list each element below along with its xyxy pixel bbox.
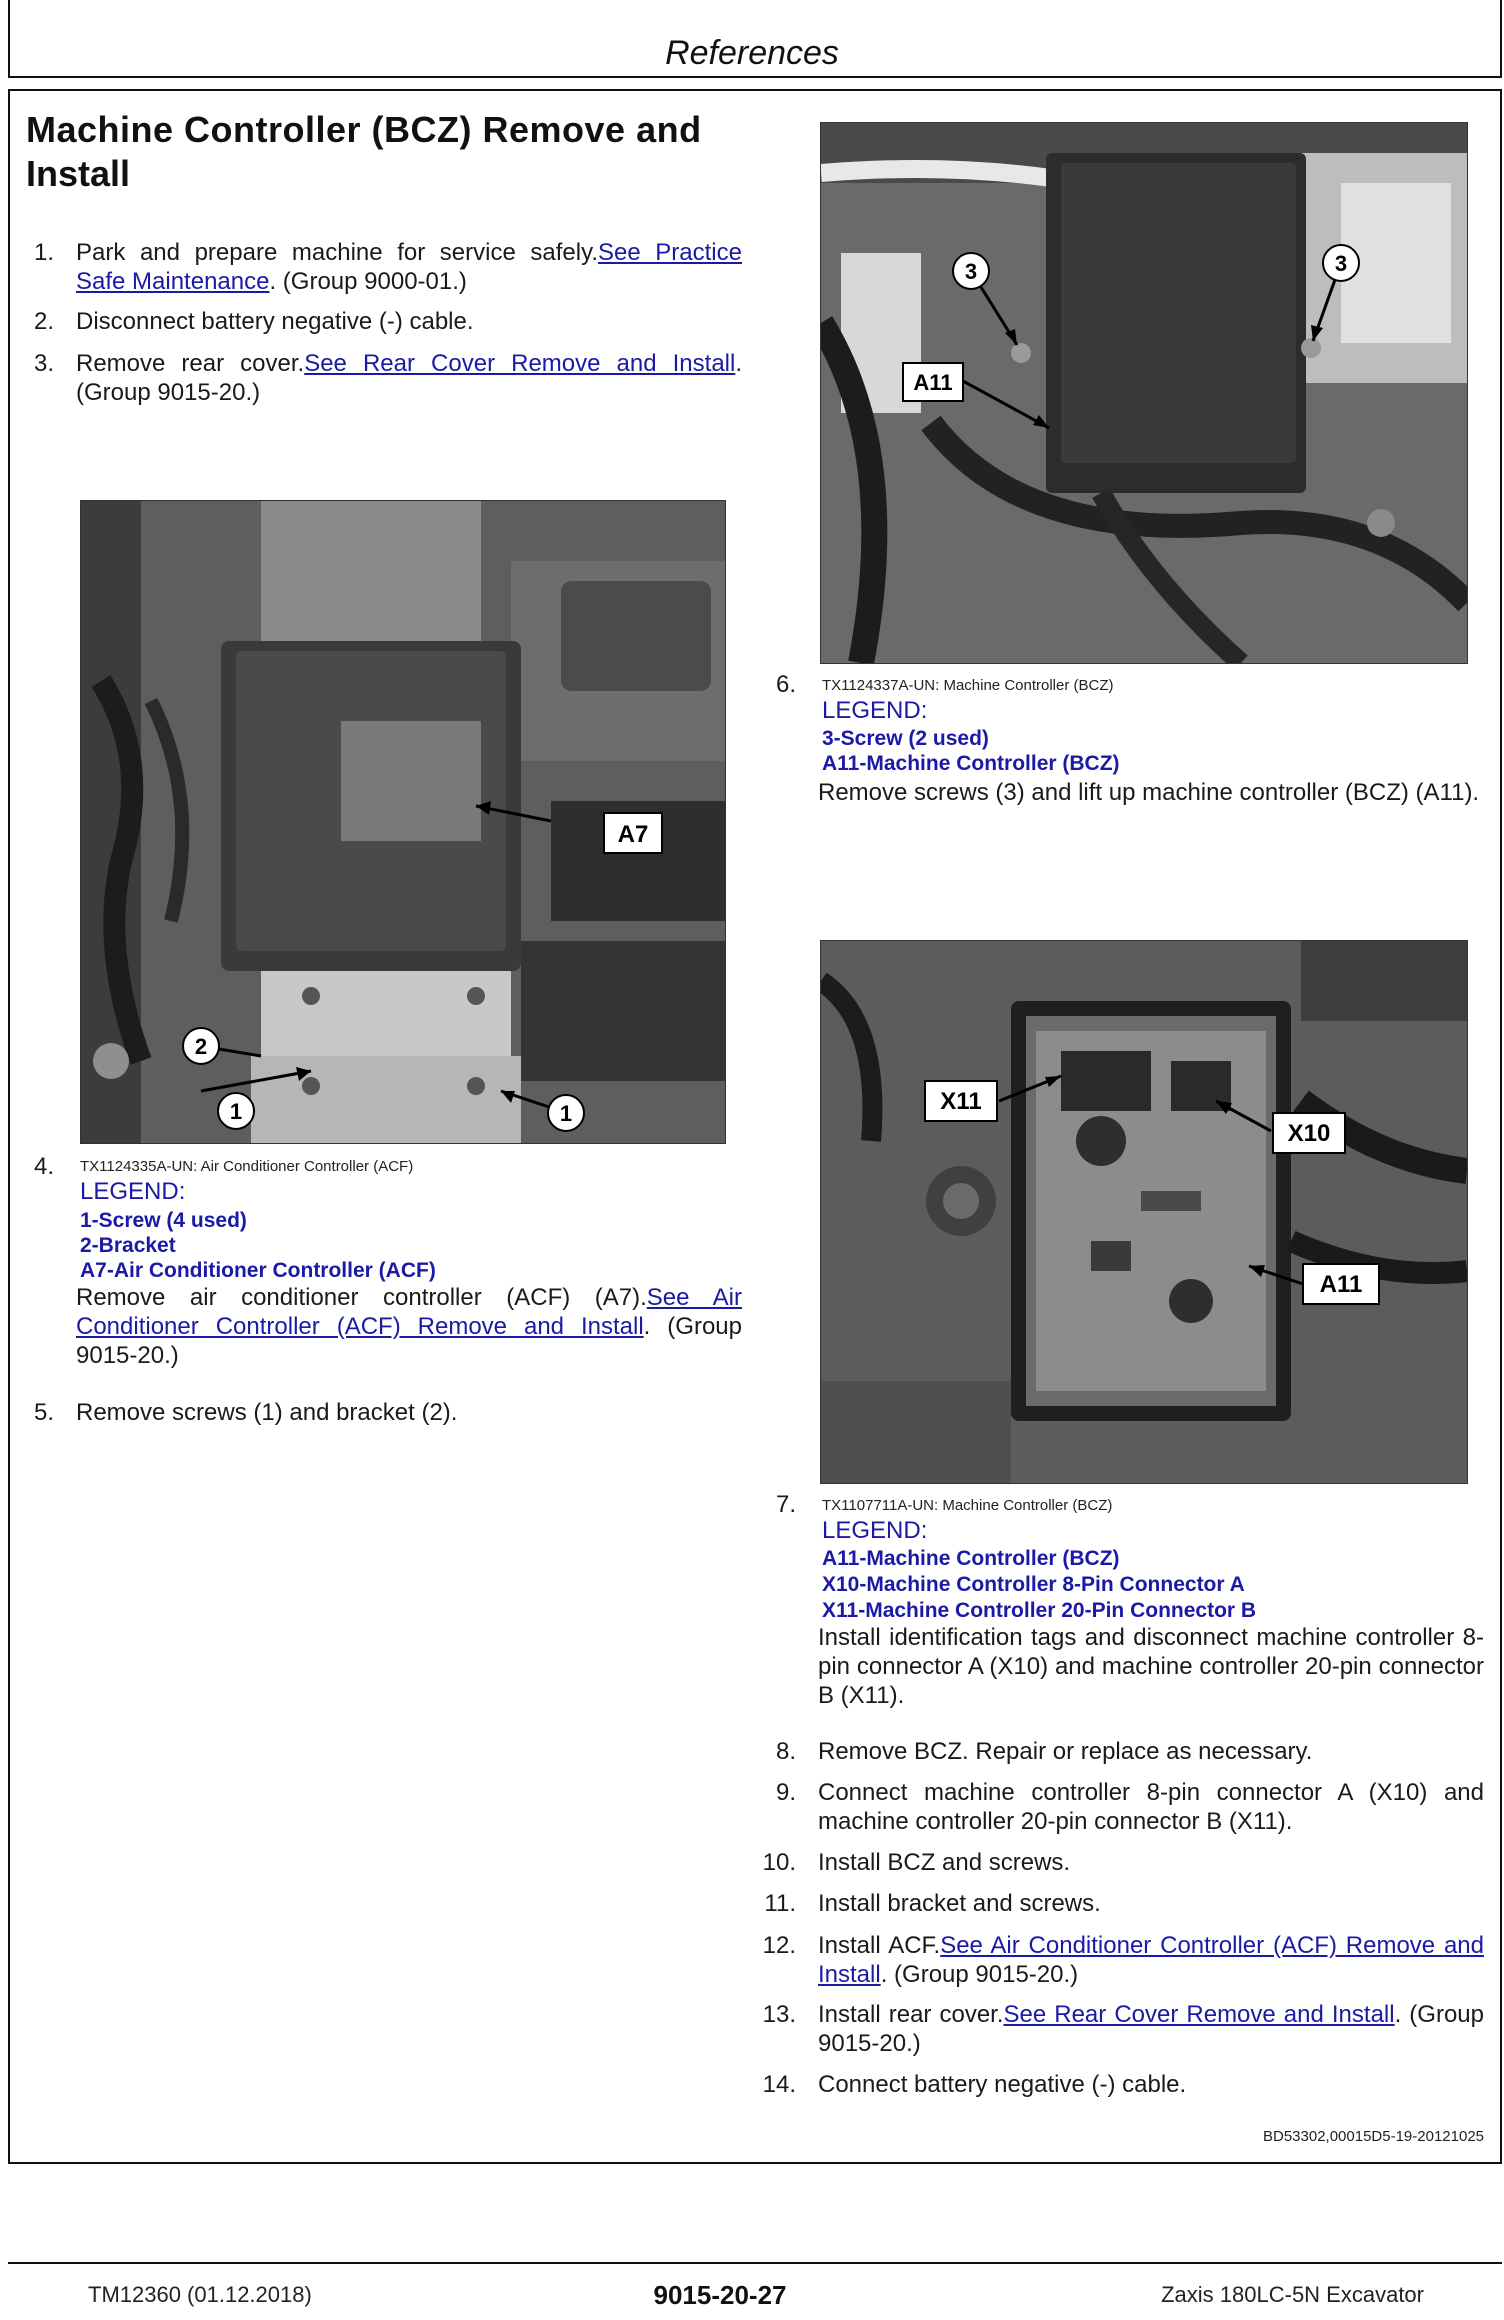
callout-1: 1: [559, 1101, 573, 1126]
step-12: [818, 1931, 1484, 1989]
section-title-line1: Machine Controller (BCZ) Remove and: [26, 109, 702, 150]
legend-item: 2-Bracket: [80, 1234, 176, 1257]
step-text: . (Group 9015-20.): [880, 1961, 1079, 1988]
callout-a11: A11: [1319, 1271, 1363, 1298]
legend-item: X11-Machine Controller 20-Pin Connector B: [822, 1599, 1257, 1622]
document-reference: BD53302,00015D5-19-20121025: [1262, 2128, 1484, 2145]
step-number: 8.: [775, 1738, 796, 1765]
step-text: Remove air conditioner controller (ACF) (A7).: [76, 1284, 647, 1311]
step-number: 3.: [33, 350, 54, 377]
step-14: Connect battery negative (-) cable.: [818, 2071, 1187, 2098]
callout-x10: X10: [1287, 1120, 1331, 1147]
step-text: Remove rear cover.: [76, 350, 305, 377]
footer-machine-model: Zaxis 180LC-5N Excavator: [1161, 2282, 1424, 2307]
legend-item: 1-Screw (4 used): [80, 1209, 247, 1232]
step-1: [76, 238, 742, 296]
step-text: . (Group 9000-01.): [269, 268, 467, 295]
step-number: 4.: [33, 1153, 54, 1180]
acf-remove-install-link[interactable]: See Air Conditioner Controller (ACF) Remove and Install: [76, 1284, 742, 1340]
footer-divider: [8, 2262, 1502, 2264]
step-number: 2.: [33, 308, 54, 335]
footer-manual-id: TM12360 (01.12.2018): [88, 2282, 312, 2307]
legend-heading: LEGEND:: [80, 1178, 186, 1205]
photo-machine-controller-connectors: [820, 940, 1468, 1484]
step-text: Install rear cover.: [818, 2001, 1004, 2028]
step-10: Install BCZ and screws.: [818, 1849, 1071, 1876]
legend-heading: LEGEND:: [822, 697, 928, 724]
step-13: [818, 2000, 1484, 2058]
legend-item: A7-Air Conditioner Controller (ACF): [80, 1259, 436, 1282]
figure-caption: TX1124335A-UN: Air Conditioner Controller (ACF): [80, 1158, 414, 1175]
figure-caption: TX1124337A-UN: Machine Controller (BCZ): [822, 677, 1114, 694]
step-3: [76, 349, 742, 407]
photo-machine-controller-screws: [820, 122, 1468, 664]
step-number: 13.: [762, 2001, 796, 2028]
step-number: 10.: [762, 1849, 796, 1876]
step-text: . (Group 9015-20.): [76, 350, 743, 406]
callout-2: 2: [194, 1034, 208, 1059]
step-text: . (Group 9015-20.): [76, 1313, 742, 1369]
step-text: Install ACF.: [818, 1932, 941, 1959]
step-4-text: [76, 1283, 742, 1370]
section-title-line2: Install: [26, 153, 131, 194]
step-number: 1.: [33, 239, 54, 266]
legend-item: 3-Screw (2 used): [822, 727, 989, 750]
legend-item: A11-Machine Controller (BCZ): [822, 1547, 1120, 1570]
step-number: 7.: [775, 1491, 796, 1518]
acf-remove-install-link[interactable]: See Air Conditioner Controller (ACF) Remove and Install: [818, 1932, 1484, 1988]
step-11: Install bracket and screws.: [818, 1890, 1101, 1917]
legend-item: X10-Machine Controller 8-Pin Connector A: [822, 1573, 1245, 1596]
callout-x11: X11: [940, 1088, 982, 1115]
step-number: 9.: [775, 1779, 796, 1806]
callout-3: 3: [1334, 251, 1348, 276]
legend-item: A11-Machine Controller (BCZ): [822, 752, 1120, 775]
callout-1: 1: [229, 1099, 243, 1124]
legend-heading: LEGEND:: [822, 1517, 928, 1544]
step-number: 11.: [764, 1890, 796, 1917]
step-2: Disconnect battery negative (-) cable.: [76, 308, 474, 335]
photo-air-conditioner-controller: [80, 500, 726, 1144]
rear-cover-link[interactable]: See Rear Cover Remove and Install: [304, 350, 736, 377]
step-number: 5.: [33, 1399, 54, 1426]
callout-a11: A11: [913, 370, 953, 395]
step-number: 6.: [775, 671, 796, 698]
rear-cover-link[interactable]: See Rear Cover Remove and Install: [1003, 2001, 1395, 2028]
callout-a7: A7: [617, 821, 649, 848]
header-title: References: [665, 34, 839, 72]
figure-caption: TX1107711A-UN: Machine Controller (BCZ): [822, 1497, 1113, 1514]
step-6-text: Remove screws (3) and lift up machine controller (BCZ) (A11).: [818, 779, 1480, 806]
step-text: . (Group 9015-20.): [818, 2001, 1485, 2057]
practice-safe-maintenance-link[interactable]: See Practice Safe Maintenance: [76, 239, 742, 295]
footer-page-number: 9015-20-27: [653, 2280, 787, 2310]
callout-3: 3: [964, 259, 978, 284]
section-title: [26, 108, 746, 196]
step-number: 14.: [762, 2071, 796, 2098]
step-8: Remove BCZ. Repair or replace as necessary.: [818, 1738, 1313, 1765]
step-text: Park and prepare machine for service safely.: [76, 239, 598, 266]
step-7-text: Install identification tags and disconnect machine controller 8-pin connector A (X10) and machine controller 20-pin connector B (X11).: [818, 1624, 1484, 1709]
step-number: 12.: [762, 1932, 796, 1959]
step-5: Remove screws (1) and bracket (2).: [76, 1399, 458, 1426]
step-9: Connect machine controller 8-pin connector A (X10) and machine controller 20-pin connector B (X11).: [818, 1779, 1484, 1835]
